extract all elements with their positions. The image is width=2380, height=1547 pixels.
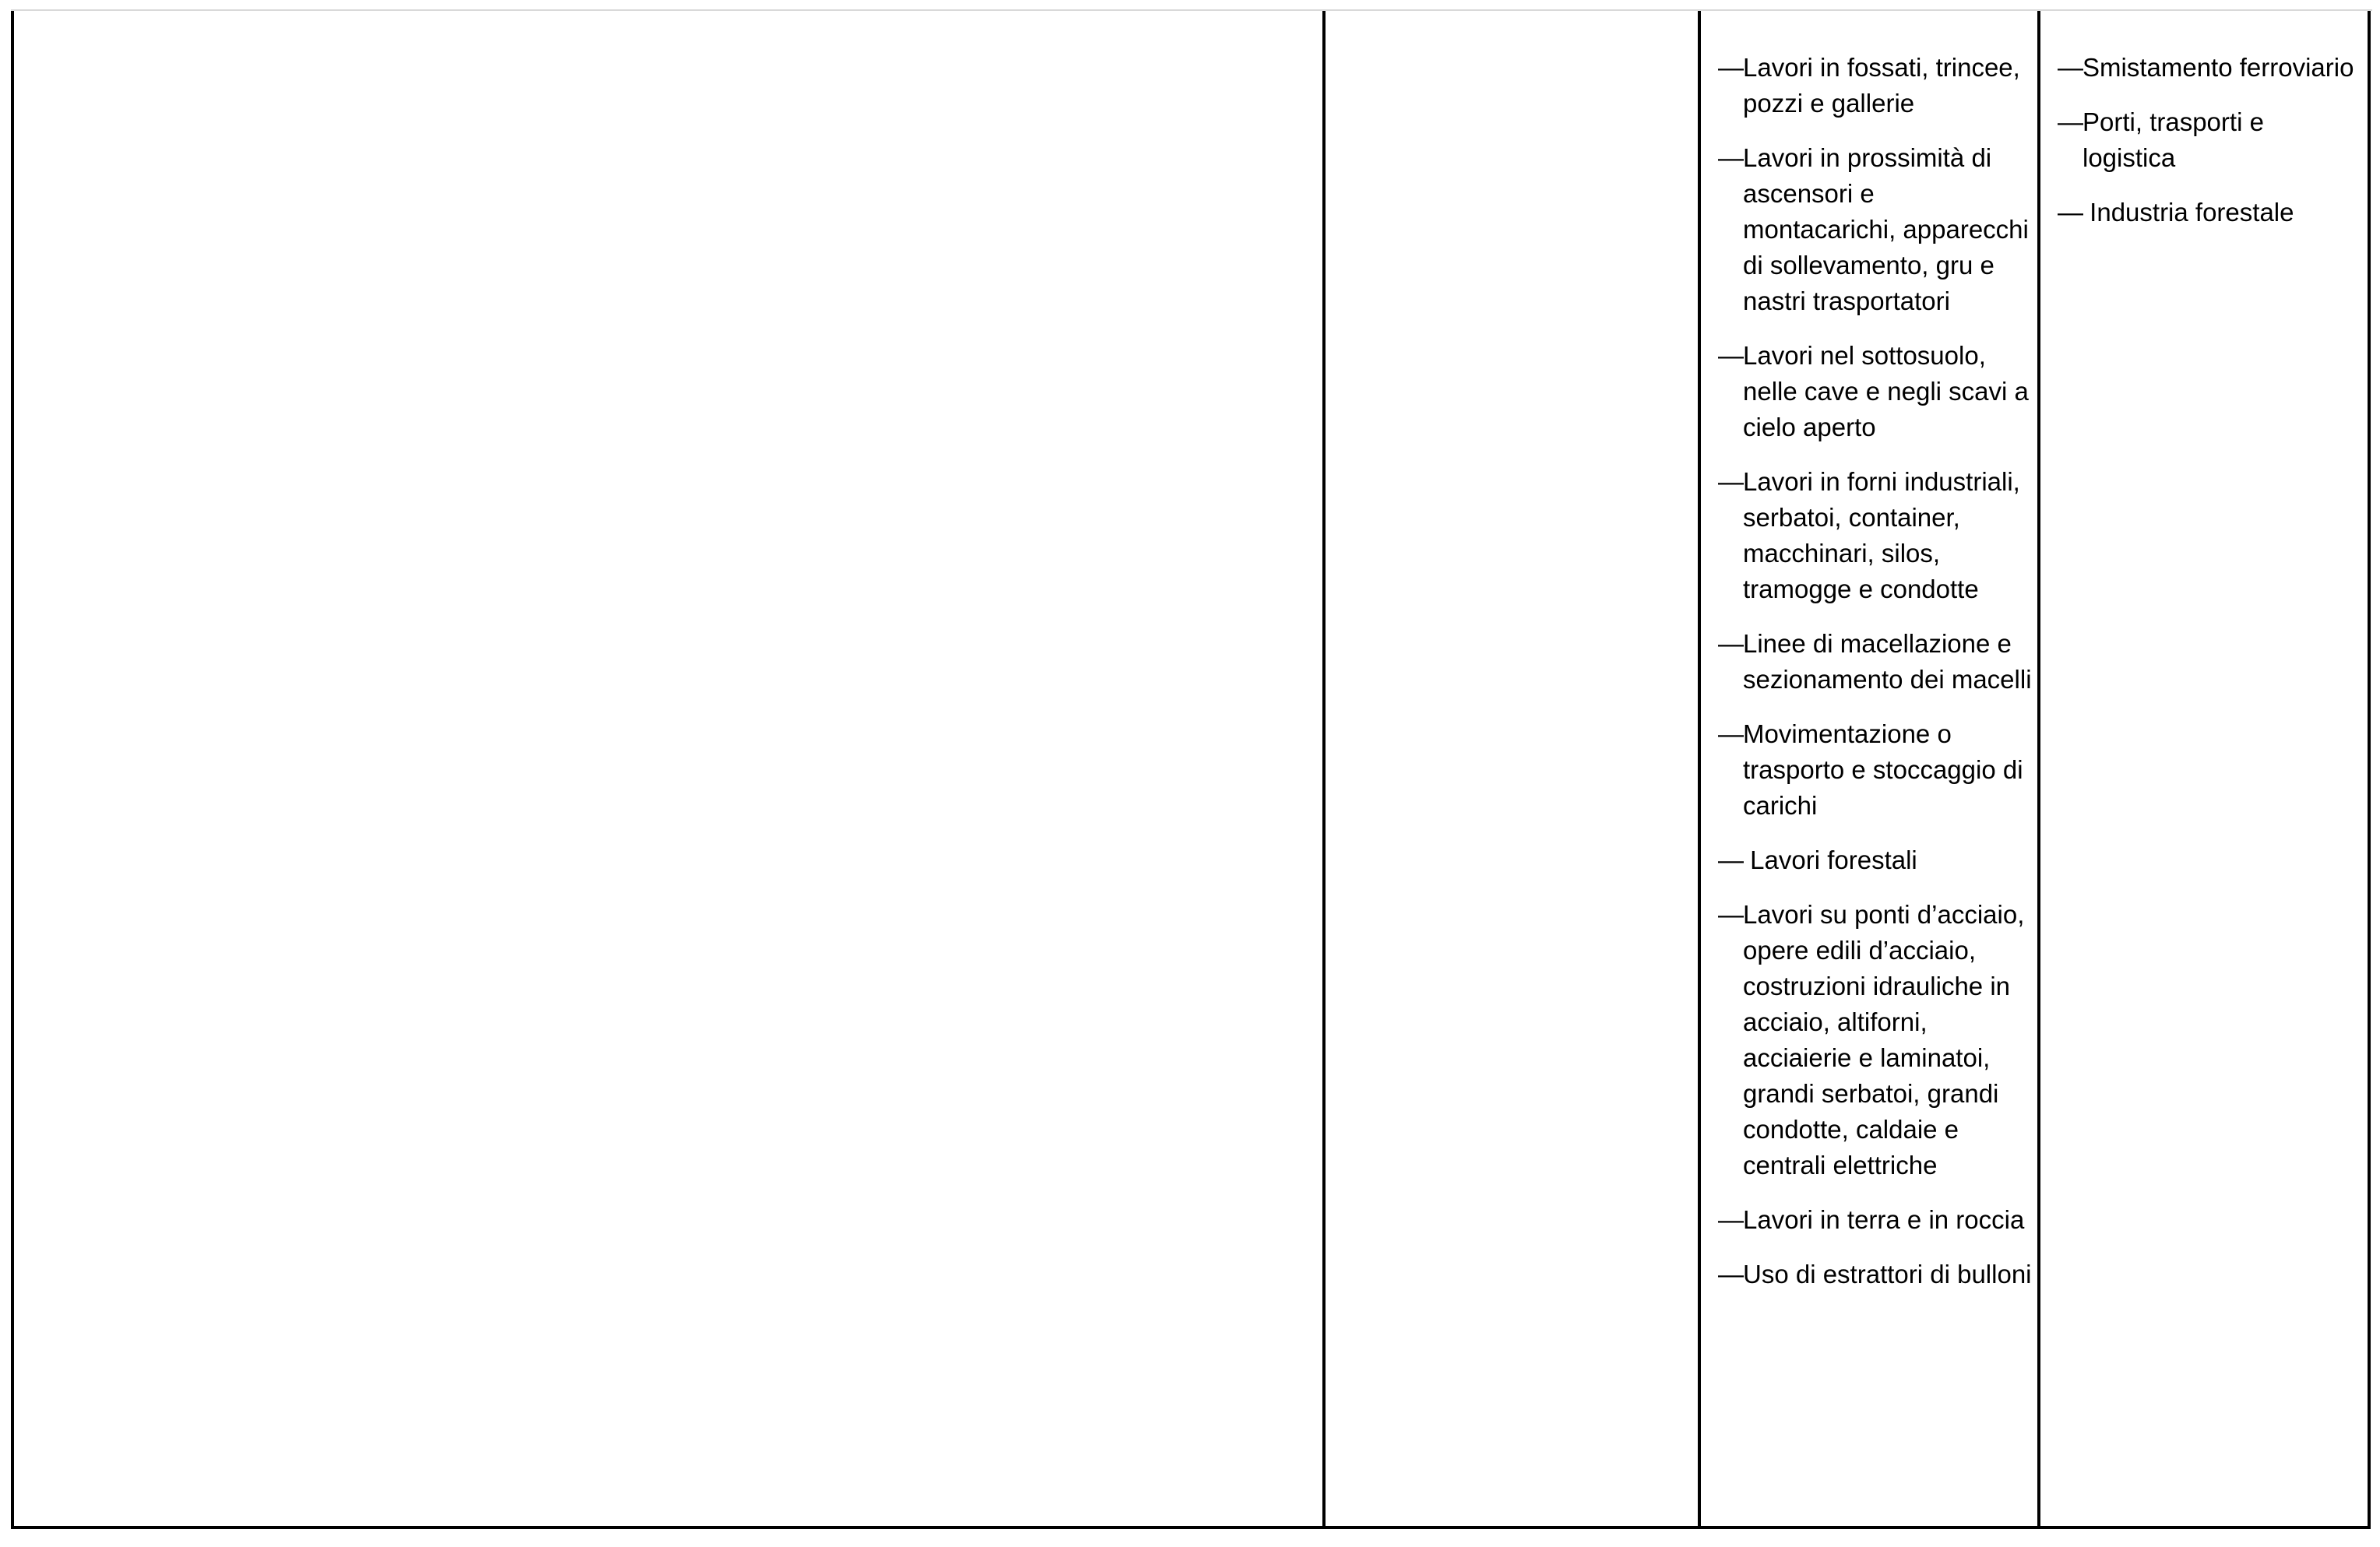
list-item <box>1718 338 2034 445</box>
activity-list <box>1718 50 2034 1311</box>
sector-list <box>2058 50 2361 249</box>
dash-bullet: — <box>2058 53 2083 82</box>
table-column-4 <box>2040 11 2368 1526</box>
list-item-text: Uso di estrattori di bulloni <box>1743 1260 2032 1289</box>
list-item <box>1718 464 2034 607</box>
dash-bullet: — <box>1718 143 1744 172</box>
dash-bullet: — <box>1718 629 1744 658</box>
table-column-2 <box>1326 11 1701 1526</box>
list-item <box>1718 716 2034 824</box>
dash-bullet: — <box>1718 900 1744 929</box>
dash-bullet: — <box>1718 846 1744 874</box>
list-item <box>1718 897 2034 1183</box>
list-item <box>2058 104 2361 176</box>
list-item-text: Linee di macellazione e sezionamento dei macelli <box>1743 629 2032 694</box>
list-item-text: Lavori forestali <box>1743 846 1917 874</box>
list-item-text: Lavori in prossimità di ascensori e montacarichi, apparecchi di sollevamento, gru e nastri trasportatori <box>1743 143 2029 315</box>
list-item-text: Lavori in fossati, trincee, pozzi e gallerie <box>1743 53 2020 118</box>
dash-bullet: — <box>1718 341 1744 370</box>
table-column-3 <box>1701 11 2040 1526</box>
list-item <box>1718 1202 2034 1238</box>
list-item-text: Lavori in terra e in roccia <box>1743 1205 2025 1234</box>
dash-bullet: — <box>1718 719 1744 748</box>
table-column-1 <box>14 11 1326 1526</box>
list-item-text: Industria forestale <box>2082 198 2294 227</box>
dash-bullet: — <box>1718 1260 1744 1289</box>
document-table <box>11 11 2371 1529</box>
list-item <box>1718 842 2034 878</box>
list-item <box>2058 195 2361 230</box>
list-item-text: Movimentazione o trasporto e stoccaggio di carichi <box>1743 719 2023 820</box>
list-item <box>1718 140 2034 319</box>
dash-bullet: — <box>2058 107 2083 136</box>
list-item-text: Lavori nel sottosuolo, nelle cave e negli scavi a cielo aperto <box>1743 341 2029 441</box>
list-item-text: Smistamento ferroviario <box>2082 53 2354 82</box>
dash-bullet: — <box>1718 467 1744 496</box>
dash-bullet: — <box>2058 198 2083 227</box>
list-item-text: Lavori in forni industriali, serbatoi, container, macchinari, silos, tramogge e condotte <box>1743 467 2020 603</box>
list-item <box>1718 1257 2034 1292</box>
list-item <box>1718 50 2034 121</box>
dash-bullet: — <box>1718 53 1744 82</box>
dash-bullet: — <box>1718 1205 1744 1234</box>
list-item <box>2058 50 2361 86</box>
list-item-text: Porti, trasporti e logistica <box>2082 107 2264 172</box>
list-item <box>1718 626 2034 698</box>
list-item-text: Lavori su ponti d’acciaio, opere edili d’acciaio, costruzioni idrauliche in acciaio, altiforni, acciaierie e laminatoi, grandi serbatoi, grandi condotte, caldaie e centrali elettriche <box>1743 900 2025 1180</box>
